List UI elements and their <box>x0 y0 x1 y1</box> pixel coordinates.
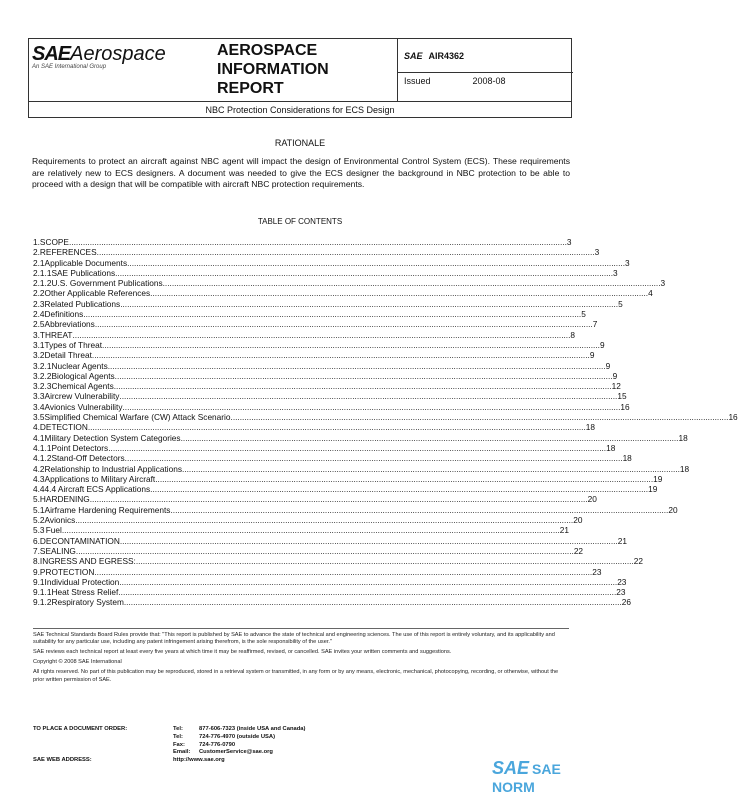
page-number: 7 <box>592 319 598 330</box>
toc-entry[interactable] <box>33 278 666 289</box>
section-number: 1. <box>33 237 40 247</box>
sae-mark: SAE <box>404 51 423 61</box>
leader-dots <box>150 484 648 494</box>
phone-number: 877-606-7323 (inside USA and Canada) <box>199 726 306 732</box>
web-link[interactable]: http://www.sae.org <box>173 757 225 764</box>
document-header <box>28 38 572 118</box>
section-title: Related Publications <box>44 298 121 309</box>
toc-entry[interactable] <box>33 525 569 535</box>
section-title: 4.4 Aircraft ECS Applications <box>44 484 151 495</box>
page-number: 12 <box>611 381 621 392</box>
section-number: 3.4 <box>33 401 45 412</box>
section-title: Definitions <box>44 309 84 320</box>
footer-paragraph: SAE Technical Standards Board Rules provide that: "This report is published by SAE to advance the state of technical and engineering sciences. The use of this report is entirely voluntary, and its applicability and suitability for any particular use, including any patent infringement arising therefrom, is the sole responsibility of the user." <box>33 632 555 646</box>
section-title: THREAT <box>39 329 73 340</box>
section-number: 9.1.2 <box>33 597 52 608</box>
section-title: Applicable Documents <box>44 257 128 268</box>
toc-heading: TABLE OF CONTENTS <box>257 217 343 226</box>
leader-dots <box>170 505 668 515</box>
page-number: 18 <box>678 432 688 443</box>
order-label: TO PLACE A DOCUMENT ORDER: <box>33 726 128 732</box>
section-number: 4.1.2 <box>33 453 52 464</box>
section-number: 2.1.1 <box>33 267 52 278</box>
logo-brand: SAE <box>32 43 71 65</box>
page-number: 3 <box>625 257 630 268</box>
leader-dots <box>90 494 588 504</box>
page-number: 3 <box>566 237 572 247</box>
phone-number: 724-776-4970 (outside USA) <box>199 733 276 740</box>
page-number: 26 <box>621 597 632 608</box>
leader-dots <box>76 546 574 556</box>
page-number: 23 <box>592 566 602 577</box>
toc-entry[interactable] <box>33 350 595 361</box>
section-title: Simplified Chemical Warfare (CW) Attack Scenario <box>44 412 231 423</box>
section-number: 4.4 <box>33 484 45 495</box>
page-number: 18 <box>585 422 596 433</box>
leader-dots <box>75 515 573 525</box>
toc-entry[interactable] <box>33 401 630 412</box>
page-number: 22 <box>573 545 584 556</box>
toc-entry[interactable] <box>33 484 658 495</box>
leader-dots <box>119 391 617 401</box>
page-number: 9 <box>612 370 618 381</box>
page-number: 5 <box>581 309 586 320</box>
section-title: DECONTAMINATION <box>39 535 120 546</box>
section-title: Individual Protection <box>44 576 120 587</box>
table-of-contents <box>33 237 738 608</box>
toc-entry[interactable] <box>33 576 627 587</box>
divider <box>33 628 569 629</box>
document-title: NBC Protection Considerations for ECS Design <box>205 105 395 115</box>
doc-info-column <box>397 39 573 101</box>
toc-entry[interactable] <box>33 381 621 392</box>
toc-entry[interactable] <box>33 545 584 556</box>
toc-entry[interactable] <box>33 339 605 350</box>
leader-dots <box>150 288 648 298</box>
section-number: 2.2 <box>33 288 45 299</box>
fax-number: 724-776-0790 <box>199 741 236 748</box>
leader-dots <box>83 309 581 319</box>
report-type-title <box>217 41 329 98</box>
section-number: 2.3 <box>33 298 45 309</box>
toc-entry[interactable] <box>33 504 678 515</box>
section-number: 4.1.1 <box>33 442 52 453</box>
logo-name: Aerospace <box>70 43 166 65</box>
leader-dots <box>231 412 729 422</box>
leader-dots <box>124 597 622 607</box>
section-number: 9.1.1 <box>33 587 52 598</box>
page-number: 19 <box>648 484 658 495</box>
section-title: PROTECTION <box>39 566 95 577</box>
leader-dots <box>155 474 653 484</box>
section-number: 3.2.3 <box>33 381 52 392</box>
section-number: 5.1 <box>33 504 45 515</box>
section-number: 3.1 <box>33 339 45 350</box>
toc-entry[interactable] <box>33 463 690 474</box>
page-number: 3 <box>594 247 600 258</box>
section-number: 2.5 <box>33 319 45 330</box>
divider <box>29 101 571 102</box>
section-title: INGRESS AND EGRESS: <box>39 556 136 567</box>
leader-dots <box>115 268 613 278</box>
section-title: DETECTION <box>39 422 88 433</box>
leader-dots <box>94 567 592 577</box>
leader-dots <box>120 299 618 309</box>
section-title: Stand-Off Detectors <box>51 453 125 464</box>
section-title: Fuel <box>45 525 62 536</box>
section-number: 2. <box>33 247 40 258</box>
section-number: 3.2 <box>33 350 45 361</box>
toc-entry[interactable] <box>33 535 627 546</box>
leader-dots <box>115 371 613 381</box>
leader-dots <box>92 350 590 360</box>
toc-entry[interactable] <box>33 432 688 443</box>
toc-entry[interactable] <box>33 515 583 526</box>
fax-label: Fax: <box>173 741 185 748</box>
section-title: Abbreviations <box>44 319 95 330</box>
leader-dots <box>95 319 593 329</box>
toc-entry[interactable] <box>33 237 572 247</box>
section-title: Applications to Military Aircraft <box>44 473 156 484</box>
issued-label: Issued <box>404 76 431 86</box>
toc-entry[interactable] <box>33 288 653 299</box>
section-number: 3.3 <box>33 391 45 402</box>
section-title: Relationship to Industrial Applications <box>44 463 182 474</box>
footer-paragraph: SAE reviews each technical report at least every five years at which time it may be reaffirmed, revised, or cancelled. SAE invites your written comments and suggestions. <box>33 649 452 656</box>
page-number: 20 <box>668 504 678 515</box>
section-title: Other Applicable References <box>44 288 151 299</box>
leader-dots <box>119 577 617 587</box>
page-number: 9 <box>599 339 605 350</box>
toc-entry[interactable] <box>33 267 618 278</box>
title-line: REPORT <box>217 80 284 97</box>
page-number: 18 <box>622 453 632 464</box>
leader-dots <box>114 381 612 391</box>
section-number: 5. <box>33 494 40 505</box>
page-number: 9 <box>605 360 611 371</box>
toc-entry[interactable] <box>33 360 611 371</box>
section-title: Heat Stress Relief <box>51 587 119 598</box>
section-number: 7. <box>33 545 40 556</box>
section-number: 4.1 <box>33 432 45 443</box>
section-title: Point Detectors <box>51 442 109 453</box>
section-number: 5.2 <box>33 515 45 526</box>
leader-dots <box>182 464 680 474</box>
toc-entry[interactable] <box>33 494 597 505</box>
section-number: 6. <box>33 535 40 546</box>
leader-dots <box>163 278 661 288</box>
section-number: 2.4 <box>33 309 45 320</box>
sae-aerospace-logo <box>32 43 166 70</box>
toc-entry[interactable] <box>33 442 616 453</box>
page-number: 4 <box>648 288 653 299</box>
toc-entry[interactable] <box>33 453 632 464</box>
page-number: 15 <box>617 391 627 402</box>
section-number: 9.1 <box>33 576 45 587</box>
section-number: 3.2.2 <box>33 370 52 381</box>
leader-dots <box>62 525 560 535</box>
section-number: 8. <box>33 556 40 567</box>
section-number: 3.5 <box>33 412 45 423</box>
section-title: HARDENING <box>39 494 90 505</box>
page-number: 20 <box>573 515 583 526</box>
toc-entry[interactable] <box>33 473 663 484</box>
page-number: 19 <box>653 473 663 484</box>
page-number: 18 <box>606 442 616 453</box>
leader-dots <box>108 443 606 453</box>
page-number: 16 <box>728 412 738 423</box>
section-title: U.S. Government Publications <box>51 278 163 289</box>
document-number: AIR4362 <box>428 51 465 61</box>
toc-entry[interactable] <box>33 298 623 309</box>
leader-dots <box>88 422 586 432</box>
section-title: Nuclear Agents <box>51 360 108 371</box>
watermark-text: SAE NORM <box>492 761 561 795</box>
page-number: 18 <box>679 463 690 474</box>
page-number: 3 <box>613 267 618 278</box>
section-title: SEALING <box>39 545 76 556</box>
leader-dots <box>120 536 618 546</box>
leader-dots <box>122 402 620 412</box>
section-number: 9. <box>33 566 40 577</box>
page-number: 21 <box>617 535 627 546</box>
email-label: Email: <box>173 749 191 756</box>
section-number: 2.1.2 <box>33 278 52 289</box>
sae-norm-watermark <box>492 758 600 795</box>
tel-label: Tel: <box>173 726 183 732</box>
leader-dots <box>127 258 625 268</box>
leader-dots <box>181 433 679 443</box>
logo-subtitle: An SAE International Group <box>32 64 107 70</box>
section-title: Respiratory System <box>51 597 124 608</box>
toc-entry[interactable] <box>33 587 626 598</box>
leader-dots <box>118 587 616 597</box>
toc-entry[interactable] <box>33 247 600 258</box>
toc-entry[interactable] <box>33 597 632 608</box>
leader-dots <box>97 247 595 257</box>
watermark-brand: SAE <box>492 758 530 778</box>
section-title: REFERENCES <box>39 247 97 258</box>
leader-dots <box>73 330 571 340</box>
page-number: 9 <box>589 350 595 361</box>
leader-dots <box>125 453 623 463</box>
section-number: 3.2.1 <box>33 360 52 371</box>
toc-entry[interactable] <box>33 309 586 320</box>
title-line: AEROSPACE <box>217 42 318 59</box>
leader-dots <box>136 556 634 566</box>
web-label: SAE WEB ADDRESS: <box>33 757 92 764</box>
footer-paragraph: All rights reserved. No part of this publication may be reproduced, stored in a retrieval system or transmitted, in any form or by any means, electronic, mechanical, photocopying, recording, or otherwise, without the prior written permission of SAE. <box>33 669 559 683</box>
leader-dots <box>102 340 600 350</box>
section-number: 4.2 <box>33 463 45 474</box>
title-line: INFORMATION <box>217 61 329 78</box>
issued-date: 2008-08 <box>472 76 506 86</box>
copyright: Copyright © 2008 SAE International <box>33 659 122 666</box>
toc-entry[interactable] <box>33 319 598 330</box>
section-title: Biological Agents <box>51 370 115 381</box>
section-title: SAE Publications <box>51 267 116 278</box>
section-title: Airframe Hardening Requirements <box>44 504 171 515</box>
section-number: 2.1 <box>33 257 45 268</box>
section-number: 4. <box>33 422 40 433</box>
page-number: 20 <box>587 494 597 505</box>
email-link[interactable]: CustomerService@sae.org <box>199 749 273 756</box>
section-title: Military Detection System Categories <box>44 432 181 443</box>
section-number: 3. <box>33 329 40 340</box>
toc-entry[interactable] <box>33 412 738 423</box>
toc-entry[interactable] <box>33 370 618 381</box>
toc-entry[interactable] <box>33 257 630 268</box>
section-title: Avionics <box>44 515 76 526</box>
section-title: SCOPE <box>39 237 69 247</box>
page-number: 23 <box>616 587 626 598</box>
section-number: 5.3 <box>33 525 45 536</box>
rationale-heading: RATIONALE <box>274 138 326 148</box>
section-title: Aircrew Vulnerability <box>44 391 120 402</box>
legal-notice <box>33 632 569 686</box>
page-number: 3 <box>660 278 666 289</box>
toc-entry[interactable] <box>33 422 596 433</box>
toc-entry[interactable] <box>33 556 643 567</box>
toc-entry[interactable] <box>33 329 576 340</box>
section-title: Chemical Agents <box>51 381 114 392</box>
leader-dots <box>108 361 606 371</box>
page-number: 8 <box>570 329 576 340</box>
page-number: 21 <box>559 525 569 536</box>
page-number: 22 <box>633 556 643 567</box>
leader-dots <box>69 237 567 247</box>
page-number: 23 <box>617 576 627 587</box>
tel-label: Tel: <box>173 733 183 740</box>
page-number: 16 <box>620 401 630 412</box>
section-title: Avionics Vulnerability <box>44 401 123 412</box>
section-title: Detail Threat <box>44 350 92 361</box>
section-number: 4.3 <box>33 473 45 484</box>
page-number: 5 <box>618 298 623 309</box>
toc-entry[interactable] <box>33 391 627 402</box>
section-title: Types of Threat <box>44 339 103 350</box>
toc-entry[interactable] <box>33 566 602 577</box>
rationale-text: Requirements to protect an aircraft against NBC agent will impact the design of Environmental Control System (ECS). These requirements are relatively new to ECS designers. A document was needed to give the ECS designer the background in NBC protection to be able to proceed with a design that will be compatible with aircraft NBC protection requirements. <box>32 156 570 189</box>
